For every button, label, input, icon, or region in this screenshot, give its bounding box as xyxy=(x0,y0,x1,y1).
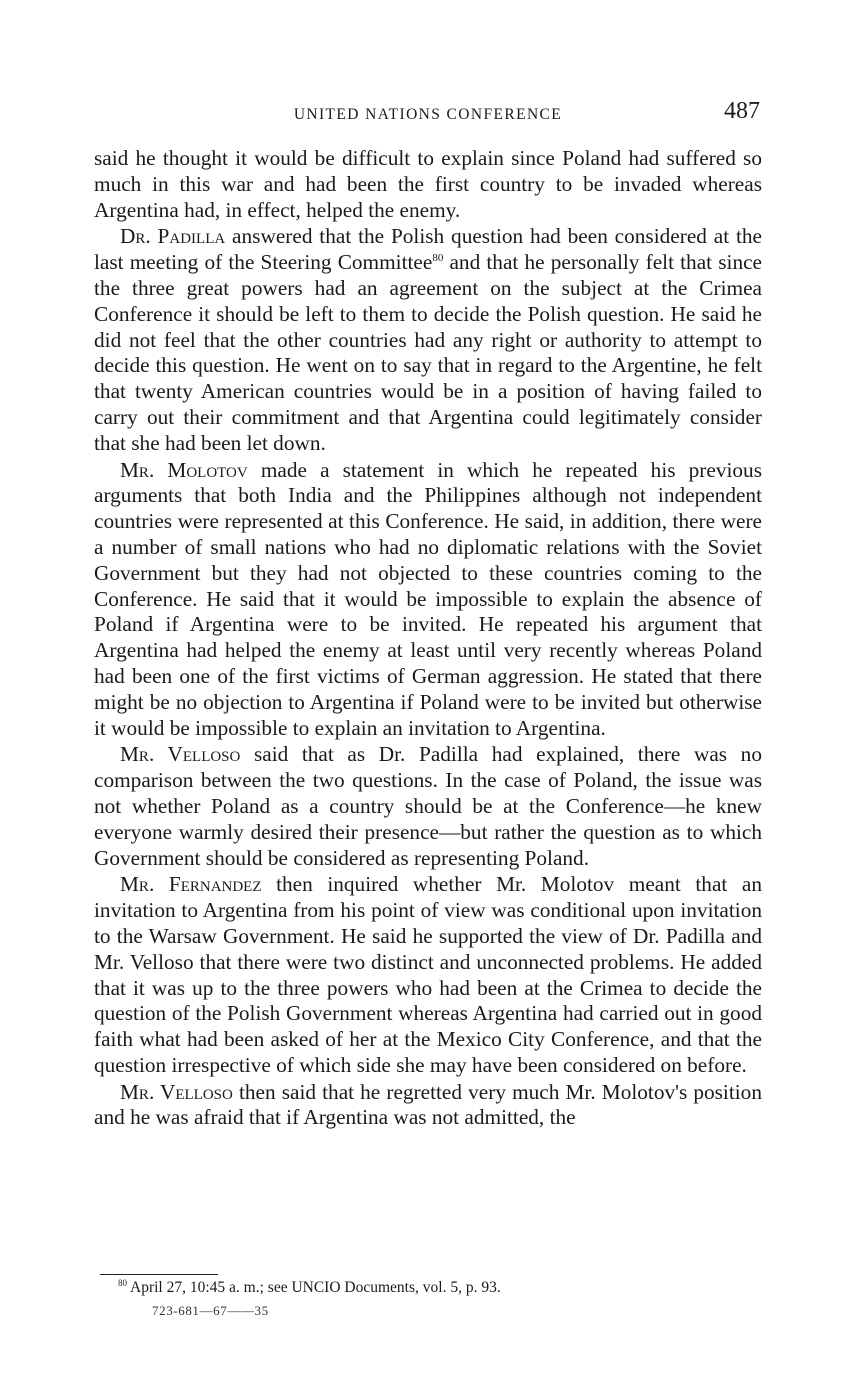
printer-code: 723-681—67——35 xyxy=(152,1303,269,1318)
page-number: 487 xyxy=(724,98,760,124)
paragraph-velloso xyxy=(94,742,762,871)
paragraph-text: then said that he regretted very much Mr. Molotov's position and he was afraid that if Argentina was not admitted, the xyxy=(94,1079,762,1130)
paragraph-molotov xyxy=(94,458,762,742)
speaker-name: Dr. Padilla xyxy=(120,224,226,249)
paragraph-text: answered that the Polish question had been considered at the last meeting of the Steering Committee xyxy=(94,224,762,275)
footnote-marker: 80 xyxy=(118,1278,127,1288)
paragraph-text: said he thought it would be difficult to explain since Poland had suffered so much in this war and had been the first country to be invaded whereas Argentina had, in effect, helped the enemy. xyxy=(94,146,762,222)
paragraph-text: said that as Dr. Padilla had explained, there was no comparison between the two questions. In the case of Poland, the issue was not whether Poland as a country should be at the Conference—he knew everyone warmly desired their presence—but rather the question as to which Government should be considered as representing Poland. xyxy=(94,742,762,870)
paragraph-padilla xyxy=(94,224,762,456)
paragraph-text: made a statement in which he repeated his previous arguments that both India and the Philippines although not independent countries were represented at this Conference. He said, in addition, there were a number of small nations who had no diplomatic relations with the Soviet Government but they had not objected to these countries coming to the Conference. He said that it would be impossible to explain the absence of Poland if Argentina were to be invited. He repeated his argument that Argentina had helped the enemy at least until very recently whereas Poland had been one of the first victims of German aggression. He stated that there might be no objection to Argentina if Poland were to be invited but otherwise it would be impossible to explain an invitation to Argentina. xyxy=(94,457,762,740)
body-text xyxy=(94,146,762,1132)
speaker-name: Mr. Velloso xyxy=(120,1079,233,1104)
footnote-divider xyxy=(100,1274,218,1275)
footnote-text: April 27, 10:45 a. m.; see UNCIO Documents, vol. 5, p. 93. xyxy=(127,1279,501,1296)
speaker-name: Mr. Velloso xyxy=(120,742,241,767)
running-title: UNITED NATIONS CONFERENCE xyxy=(293,106,563,123)
page-header xyxy=(94,100,762,130)
paragraph-text: and that he personally felt that since the three great powers had an agreement on the subject at the Crimea Conference it should be left to them to decide the Polish question. He said he did not feel that the other countries had any right or authority to attempt to decide this question. He went on to say that in regard to the Argentine, he felt that twenty American countries would be in a position of having failed to carry out their commitment and that Argentina could legitimately consider that she had been let down. xyxy=(94,250,762,455)
paragraph-continuation xyxy=(94,146,762,223)
paragraph-text: then inquired whether Mr. Molotov meant that an invitation to Argentina from his point of view was conditional upon invitation to the Warsaw Government. He said he supported the view of Dr. Padilla and Mr. Velloso that there were two distinct and unconnected problems. He added that it was up to the three powers who had been at the Crimea to decide the question of the Polish Government whereas Argentina had carried out in good faith what had been asked of her at the Mexico City Conference, and that the question irrespective of which side she may have been considered on before. xyxy=(94,872,762,1077)
paragraph-velloso-2 xyxy=(94,1080,762,1132)
paragraph-fernandez xyxy=(94,872,762,1078)
footnote-reference: 80 xyxy=(432,252,444,265)
footnote xyxy=(118,1278,758,1298)
speaker-name: Mr. Molotov xyxy=(120,457,248,482)
speaker-name: Mr. Fernandez xyxy=(120,872,262,897)
